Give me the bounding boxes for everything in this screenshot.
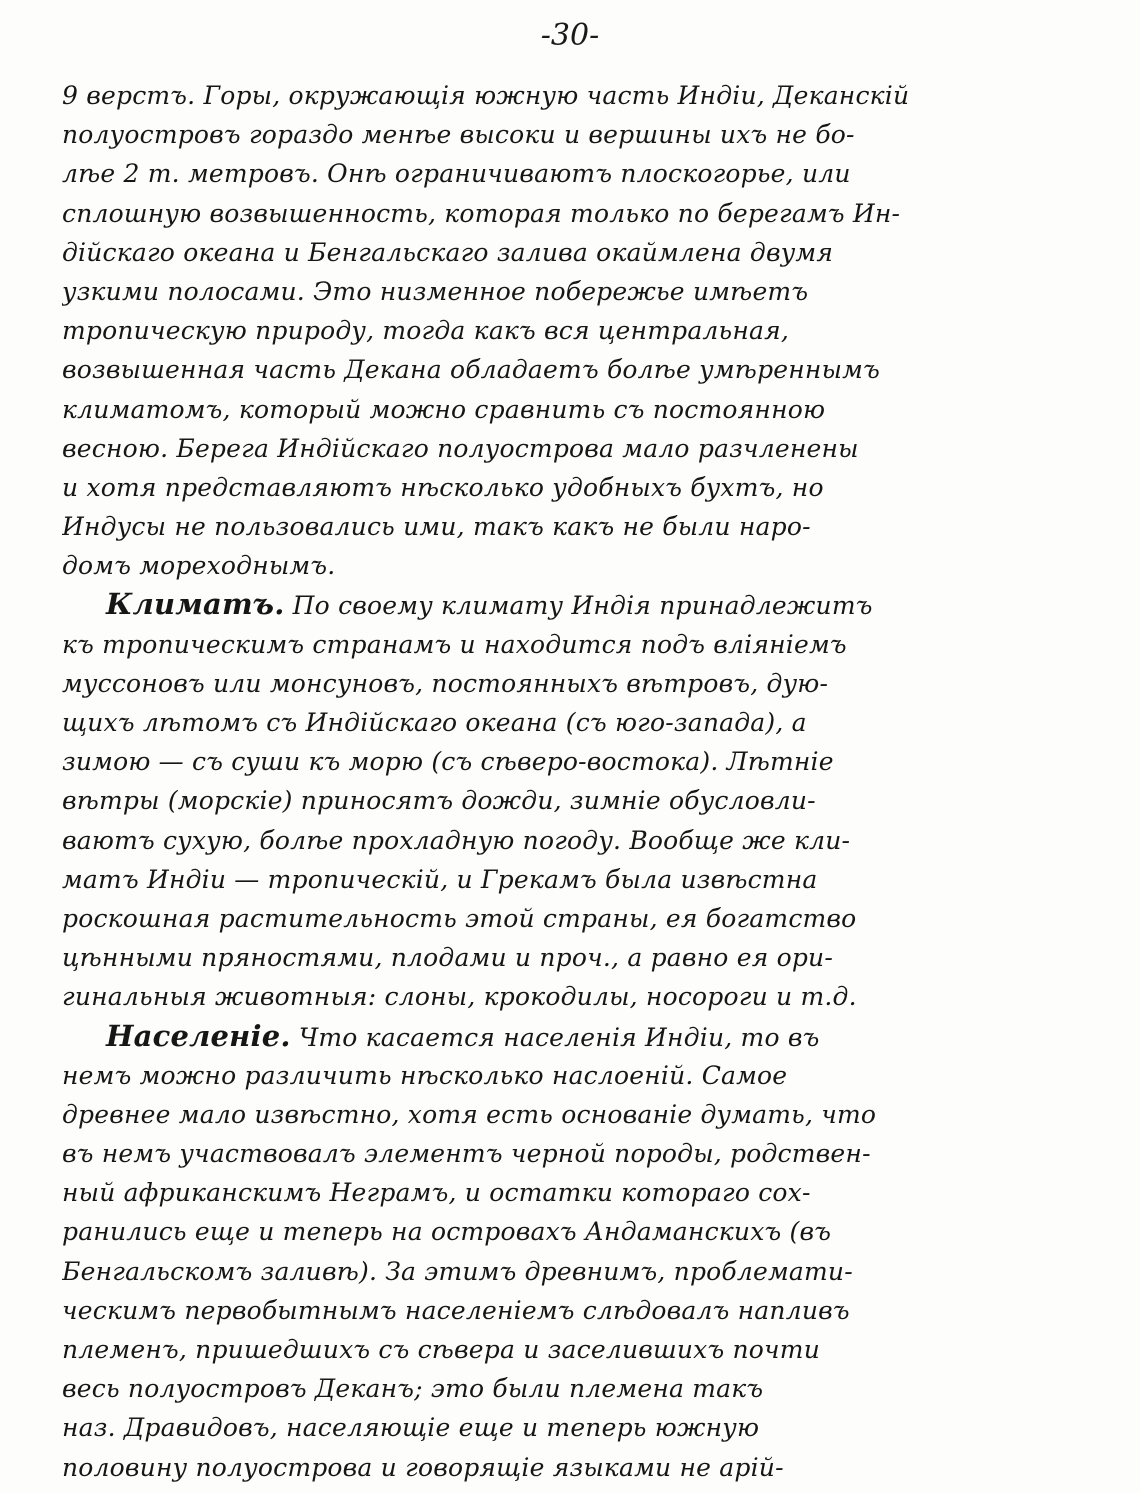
line-text: наз. Дравидовъ, населяющіе еще и теперь южную: [62, 1413, 760, 1443]
line-text: роскошная растительность этой страны, ея богатство: [62, 903, 857, 933]
text-line: [62, 429, 1092, 468]
line-text: гинальныя животныя: слоны, крокодилы, носороги и т.д.: [62, 982, 857, 1012]
text-line: [62, 1173, 1092, 1212]
line-text: весною. Берега Индійскаго полуострова мало разчленены: [62, 433, 859, 463]
line-text: въ немъ участвовалъ элементъ черной породы, родствен-: [62, 1139, 871, 1169]
text-line: [62, 194, 1092, 233]
section-start-line: [62, 585, 1092, 624]
line-text: вѣтры (морскіе) приносятъ дожди, зимніе обусловли-: [62, 786, 816, 816]
text-line: [62, 1291, 1092, 1330]
line-text: 9 верстъ. Горы, окружающія южную часть Индіи, Деканскій: [62, 81, 910, 110]
text-line: [62, 154, 1092, 193]
text-line: [62, 546, 1092, 585]
line-text: и хотя представляютъ нѣсколько удобныхъ бухтъ, но: [62, 472, 824, 502]
text-line: [62, 1095, 1092, 1134]
text-line: [62, 1369, 1092, 1408]
text-line: [62, 664, 1092, 703]
line-text: зимою — съ суши къ морю (съ сѣверо-востока). Лѣтніе: [62, 747, 834, 777]
text-line: [62, 1330, 1092, 1369]
page-number: -30-: [540, 18, 600, 53]
text-line: [62, 1134, 1092, 1173]
text-line: [62, 272, 1092, 311]
line-text: Бенгальскомъ заливѣ). За этимъ древнимъ, проблемати-: [62, 1256, 853, 1286]
text-line: [62, 1448, 1092, 1487]
line-text: лѣе 2 т. метровъ. Онѣ ограничиваютъ плоскогорье, или: [62, 159, 851, 189]
text-line: [62, 625, 1092, 664]
line-text: муссоновъ или монсуновъ, постоянныхъ вѣтровъ, дую-: [62, 668, 829, 698]
section-start-line: [62, 1017, 1092, 1056]
text-line: [62, 977, 1092, 1016]
line-text: ваютъ сухую, болѣе прохладную погоду. Вообще же кли-: [62, 825, 851, 855]
handwritten-text-block: [62, 76, 1092, 1487]
line-text: матъ Индіи — тропическій, и Грекамъ была извѣстна: [62, 864, 818, 894]
text-line: [62, 703, 1092, 742]
line-text: Индусы не пользовались ими, такъ какъ не были наро-: [62, 512, 811, 542]
text-line: [62, 899, 1092, 938]
section-heading: Населеніе.: [106, 1018, 291, 1053]
text-line: [62, 1252, 1092, 1291]
line-text: узкими полосами. Это низменное побережье имѣетъ: [62, 276, 809, 306]
section-heading: Климатъ.: [106, 587, 285, 622]
line-text: ный африканскимъ Неграмъ, и остатки котораго сох-: [62, 1178, 811, 1208]
text-line: [62, 311, 1092, 350]
line-text: половину полуострова и говорящіе языками не арій-: [62, 1452, 784, 1482]
line-text: племенъ, пришедшихъ съ сѣвера и заселившихъ почти: [62, 1335, 821, 1364]
text-line: [62, 468, 1092, 507]
text-line: [62, 1056, 1092, 1095]
text-line: [62, 233, 1092, 272]
text-line: [62, 1408, 1092, 1447]
line-text: къ тропическимъ странамъ и находится подъ вліяніемъ: [62, 629, 847, 659]
text-line: [62, 781, 1092, 820]
line-text: немъ можно различить нѣсколько наслоеній. Самое: [62, 1060, 788, 1090]
text-line: [62, 350, 1092, 389]
line-text: Что касается населенія Индіи, то въ: [290, 1022, 820, 1052]
text-line: [62, 938, 1092, 977]
line-text: древнее мало извѣстно, хотя есть основаніе думать, что: [62, 1099, 877, 1129]
line-text: домъ мореходнымъ.: [62, 551, 336, 581]
line-text: полуостровъ гораздо менѣе высоки и вершины ихъ не бо-: [62, 120, 855, 150]
line-text: цѣнными пряностями, плодами и проч., а равно ея ори-: [62, 943, 833, 973]
text-line: [62, 821, 1092, 860]
text-line: [62, 742, 1092, 781]
text-line: [62, 860, 1092, 899]
text-line: [62, 507, 1092, 546]
line-text: дійскаго океана и Бенгальскаго залива окаймлена двумя: [62, 237, 834, 267]
line-text: ранились еще и теперь на островахъ Андаманскихъ (въ: [62, 1217, 832, 1247]
text-line: [62, 115, 1092, 154]
line-text: тропическую природу, тогда какъ вся центральная,: [62, 316, 790, 346]
text-line: [62, 390, 1092, 429]
text-line: [62, 76, 1092, 115]
line-text: ческимъ первобытнымъ населеніемъ слѣдовалъ напливъ: [62, 1295, 850, 1325]
line-text: щихъ лѣтомъ съ Индійскаго океана (съ юго-запада), а: [62, 708, 807, 737]
line-text: сплошную возвышенность, которая только по берегамъ Ин-: [62, 198, 901, 228]
line-text: климатомъ, который можно сравнить съ постоянною: [62, 394, 826, 424]
line-text: По своему климату Индія принадлежитъ: [284, 591, 873, 621]
text-line: [62, 1212, 1092, 1251]
line-text: возвышенная часть Декана обладаетъ болѣе умѣреннымъ: [62, 355, 880, 385]
line-text: весь полуостровъ Деканъ; это были племена такъ: [62, 1374, 764, 1404]
